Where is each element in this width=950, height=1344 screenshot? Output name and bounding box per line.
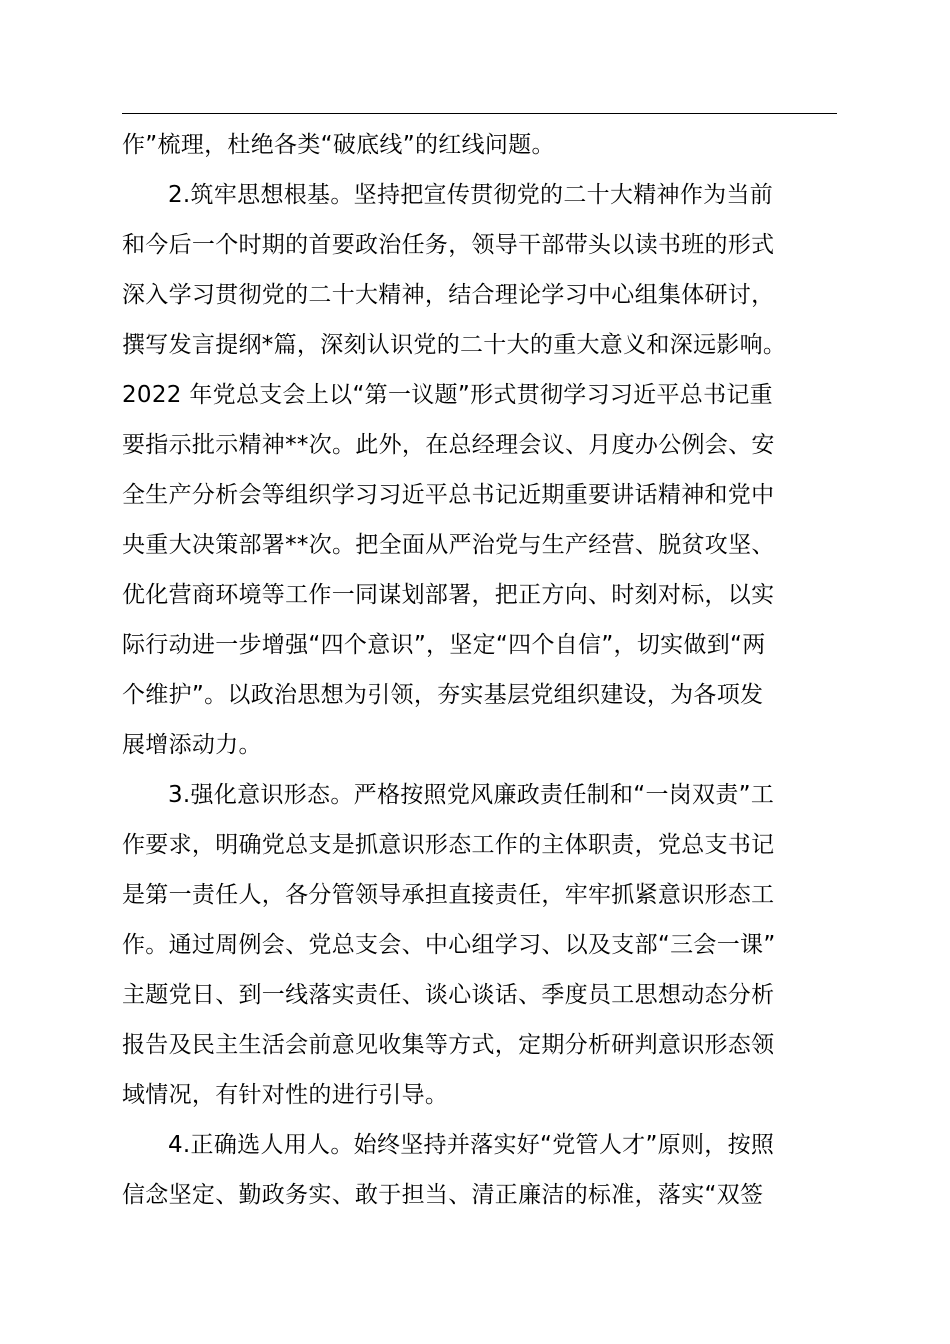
text-line-10: 优化营商环境等工作一同谋划部署，把正方向、时刻对标，以实: [122, 582, 775, 608]
text-line-7: 要指示批示精神**次。此外，在总经理会议、月度办公例会、安: [122, 432, 775, 458]
text-line-8: 全生产分析会等组织学习习近平总书记近期重要讲话精神和党中: [122, 482, 775, 508]
text-line-13: 展增添动力。: [122, 732, 262, 758]
text-line-6: 2022 年党总支会上以“第一议题”形式贯彻学习习近平总书记重: [122, 382, 773, 408]
paragraph-3-start: 3.强化意识形态。严格按照党风廉政责任制和“一岗双责”工: [168, 782, 775, 808]
text-line-16: 是第一责任人，各分管领导承担直接责任，牢牢抓紧意识形态工: [122, 882, 775, 908]
header-rule: [122, 113, 837, 114]
text-line-20: 域情况，有针对性的进行引导。: [122, 1082, 449, 1108]
text-line-19: 报告及民主生活会前意见收集等方式，定期分析研判意识形态领: [122, 1032, 775, 1058]
document-body: [122, 120, 838, 1220]
text-line-4: 深入学习贯彻党的二十大精神，结合理论学习中心组集体研讨，: [122, 282, 775, 308]
text-line-12: 个维护”。以政治思想为引领，夯实基层党组织建设，为各项发: [122, 682, 764, 708]
paragraph-2-start: 2.筑牢思想根基。坚持把宣传贯彻党的二十大精神作为当前: [168, 182, 774, 208]
text-line-1: 作”梳理，杜绝各类“破底线”的红线问题。: [122, 132, 555, 158]
text-line-22: 信念坚定、勤政务实、敢于担当、清正廉洁的标准，落实“双签: [122, 1182, 764, 1208]
text-line-18: 主题党日、到一线落实责任、谈心谈话、季度员工思想动态分析: [122, 982, 775, 1008]
text-line-15: 作要求，明确党总支是抓意识形态工作的主体职责，党总支书记: [122, 832, 775, 858]
text-line-3: 和今后一个时期的首要政治任务，领导干部带头以读书班的形式: [122, 232, 775, 258]
paragraph-4-start: 4.正确选人用人。始终坚持并落实好“党管人才”原则，按照: [168, 1132, 775, 1158]
text-line-5: 撰写发言提纲*篇，深刻认识党的二十大的重大意义和深远影响。: [122, 332, 787, 358]
text-line-17: 作。通过周例会、党总支会、中心组学习、以及支部“三会一课”: [122, 932, 776, 958]
text-line-11: 际行动进一步增强“四个意识”，坚定“四个自信”，切实做到“两: [122, 632, 766, 658]
text-line-9: 央重大决策部署**次。把全面从严治党与生产经营、脱贫攻坚、: [122, 532, 775, 558]
